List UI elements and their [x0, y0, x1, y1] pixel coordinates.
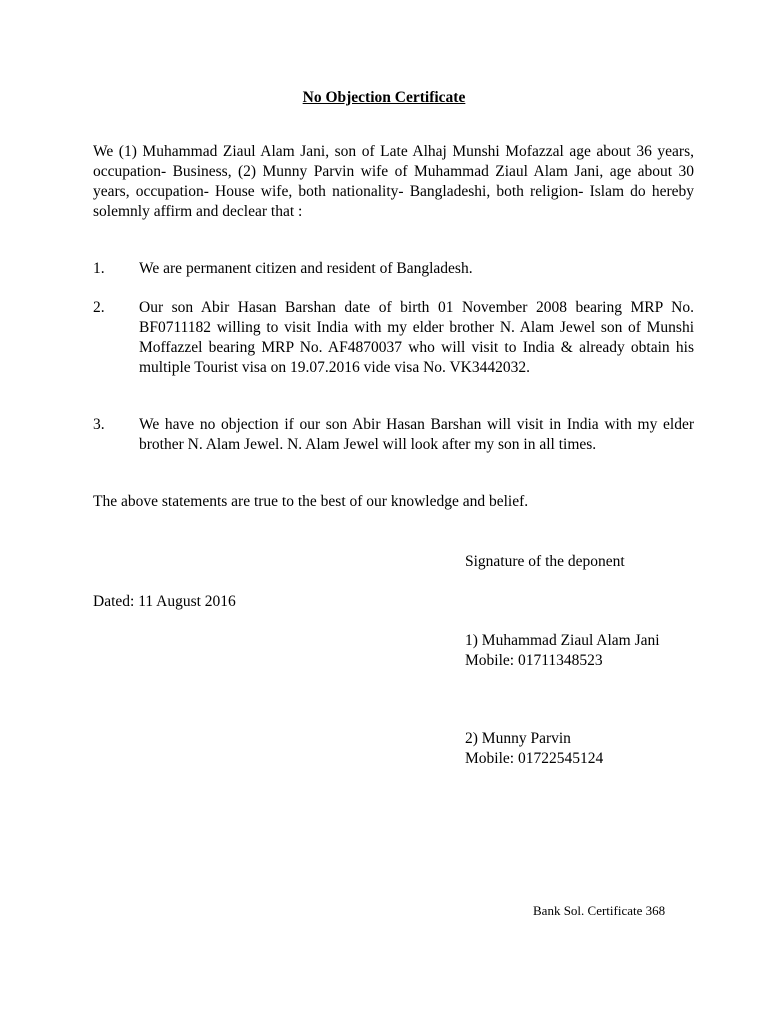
list-item-text: We are permanent citizen and resident of Bangladesh. — [139, 260, 473, 277]
list-item-text: Our son Abir Hasan Barshan date of birth 01 November 2008 bearing MRP No. BF0711182 willing to visit India with my elder brother N. Alam Jewel son of Munshi Moffazzel bearing MRP No. AF4870037 who will visit to India & already obtain his multiple Tourist visa on 19.07.2016 vide visa No. VK3442032. — [139, 299, 694, 376]
list-item-number: 2. — [93, 299, 105, 316]
list-item-number: 3. — [93, 416, 105, 433]
list-item — [93, 415, 694, 455]
closing-statement: The above statements are true to the best of our knowledge and belief. — [93, 493, 529, 510]
deponent-2-name: 2) Munny Parvin — [465, 730, 571, 747]
deponent-2-mobile: Mobile: 01722545124 — [465, 750, 604, 767]
list-item — [93, 259, 694, 279]
document-title: No Objection Certificate — [302, 89, 466, 106]
list-item-number: 1. — [93, 260, 105, 277]
footer-note: Bank Sol. Certificate 368 — [533, 903, 666, 918]
intro-paragraph: We (1) Muhammad Ziaul Alam Jani, son of Late Alhaj Munshi Mofazzal age about 36 years, occupation- Business, (2) Munny Parvin wife of Muhammad Ziaul Alam Jani, age about 30 years, occupation- House wife, both nationality- Bangladeshi, both religion- Islam do hereby solemnly affirm and declear that : — [93, 143, 694, 220]
list-item — [93, 298, 694, 378]
list-item-text: We have no objection if our son Abir Hasan Barshan will visit in India with my elder brother N. Alam Jewel. N. Alam Jewel will look after my son in all times. — [139, 416, 694, 453]
deponent-1-name: 1) Muhammad Ziaul Alam Jani — [465, 632, 660, 649]
signature-heading: Signature of the deponent — [465, 553, 625, 570]
date-line: Dated: 11 August 2016 — [93, 593, 236, 610]
deponent-1-mobile: Mobile: 01711348523 — [465, 652, 603, 669]
